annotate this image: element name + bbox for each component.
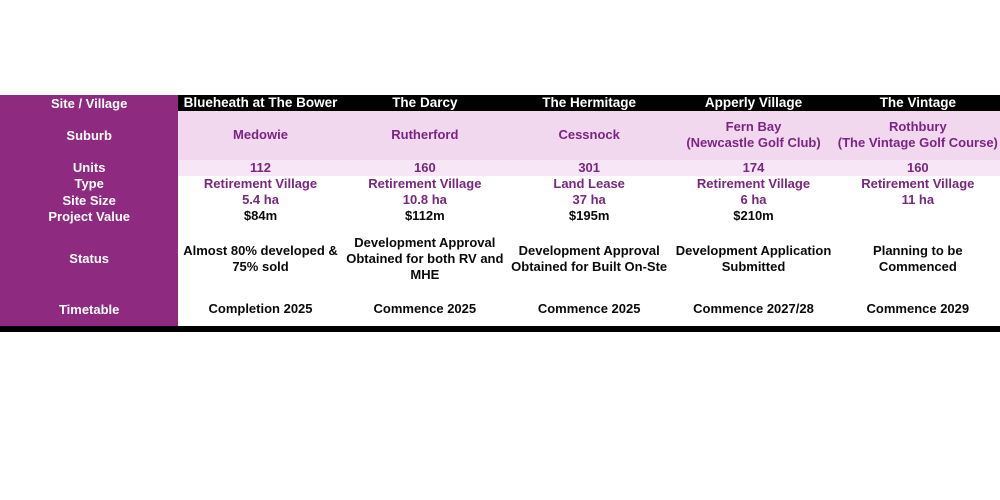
table-cell: [836, 208, 1000, 224]
table-row: [0, 111, 1000, 160]
header-row-label: Site / Village: [0, 95, 178, 111]
project-comparison-table: [0, 95, 1000, 326]
table-cell: 160: [343, 160, 507, 176]
table-header-row: [0, 95, 1000, 111]
table-cell: 112: [178, 160, 342, 176]
comparison-table-container: [0, 95, 1000, 332]
table-row: [0, 208, 1000, 224]
table-row: [0, 293, 1000, 325]
table-cell: Land Lease: [507, 176, 671, 192]
column-header: Apperly Village: [671, 95, 835, 111]
table-row: [0, 192, 1000, 208]
table-cell: Planning to be Commenced: [836, 225, 1000, 294]
table-cell: 6 ha: [671, 192, 835, 208]
row-label: Type: [0, 176, 178, 192]
row-label: Project Value: [0, 208, 178, 224]
table-cell: 11 ha: [836, 192, 1000, 208]
column-header: The Hermitage: [507, 95, 671, 111]
table-cell: Development Approval Obtained for both RV and MHE: [343, 225, 507, 294]
table-cell: 5.4 ha: [178, 192, 342, 208]
table-cell: Completion 2025: [178, 293, 342, 325]
row-label: Status: [0, 225, 178, 294]
table-cell: $84m: [178, 208, 342, 224]
table-cell: Commence 2027/28: [671, 293, 835, 325]
table-row: [0, 176, 1000, 192]
row-label: Units: [0, 160, 178, 176]
row-label: Suburb: [0, 111, 178, 160]
table-cell: Commence 2025: [343, 293, 507, 325]
table-cell: Development Approval Obtained for Built On-Ste: [507, 225, 671, 294]
row-label: Site Size: [0, 192, 178, 208]
table-cell: Rutherford: [343, 111, 507, 160]
table-cell: $195m: [507, 208, 671, 224]
table-cell: Fern Bay (Newcastle Golf Club): [671, 111, 835, 160]
row-label: Timetable: [0, 293, 178, 325]
table-bottom-strip: [0, 326, 1000, 332]
table-cell: Retirement Village: [343, 176, 507, 192]
table-cell: $210m: [671, 208, 835, 224]
table-cell: $112m: [343, 208, 507, 224]
column-header: The Vintage: [836, 95, 1000, 111]
table-row: [0, 160, 1000, 176]
table-cell: Commence 2029: [836, 293, 1000, 325]
table-cell: Retirement Village: [671, 176, 835, 192]
table-cell: 174: [671, 160, 835, 176]
table-cell: 37 ha: [507, 192, 671, 208]
column-header: The Darcy: [343, 95, 507, 111]
table-cell: Almost 80% developed & 75% sold: [178, 225, 342, 294]
table-cell: 10.8 ha: [343, 192, 507, 208]
table-cell: Medowie: [178, 111, 342, 160]
column-header: Blueheath at The Bower: [178, 95, 342, 111]
table-row: [0, 225, 1000, 294]
table-cell: Retirement Village: [836, 176, 1000, 192]
table-cell: Development Application Submitted: [671, 225, 835, 294]
table-cell: Rothbury (The Vintage Golf Course): [836, 111, 1000, 160]
table-cell: 160: [836, 160, 1000, 176]
table-body: [0, 95, 1000, 326]
table-cell: Commence 2025: [507, 293, 671, 325]
table-cell: 301: [507, 160, 671, 176]
table-cell: Retirement Village: [178, 176, 342, 192]
table-cell: Cessnock: [507, 111, 671, 160]
